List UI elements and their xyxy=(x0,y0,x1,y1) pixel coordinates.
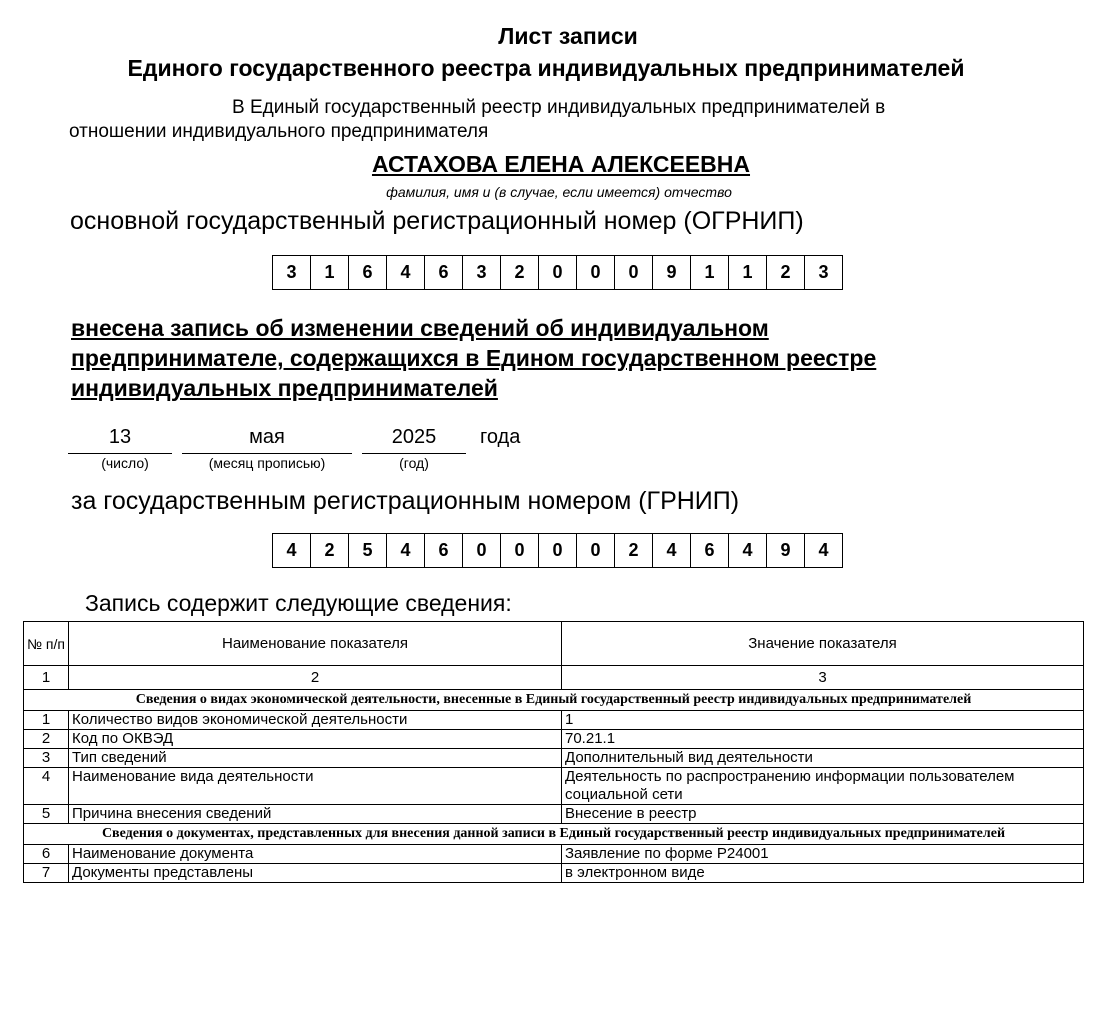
section-title-documents: Сведения о документах, представленных для внесения данной записи в Единый государственный реестр индивидуальных предпринимателей xyxy=(24,824,1084,845)
section-row xyxy=(24,824,1084,845)
ogrnip-digit: 3 xyxy=(463,256,501,290)
row-number: 4 xyxy=(24,768,69,805)
row-number: 1 xyxy=(24,711,69,730)
header-name: Наименование показателя xyxy=(69,622,562,666)
record-headline-line-2: предпринимателе, содержащихся в Едином государственном реестре xyxy=(71,345,877,371)
index-col-1: 1 xyxy=(24,666,69,690)
ogrnip-digit: 1 xyxy=(729,256,767,290)
table-header-row xyxy=(24,622,1084,666)
table-row xyxy=(24,730,1084,749)
ogrnip-digit: 1 xyxy=(691,256,729,290)
row-value: 1 xyxy=(562,711,1084,730)
ogrnip-cells xyxy=(272,255,843,290)
grnip-digit: 4 xyxy=(729,534,767,568)
date-year: 2025 xyxy=(391,426,437,448)
date-day-caption: (число) xyxy=(101,455,149,471)
index-col-3: 3 xyxy=(562,666,1084,690)
header-value: Значение показателя xyxy=(562,622,1084,666)
row-name: Причина внесения сведений xyxy=(69,805,562,824)
intro-line-1: В Единый государственный реестр индивидуальных предпринимателей в xyxy=(232,97,886,118)
ogrnip-digit: 3 xyxy=(273,256,311,290)
date-month-caption: (месяц прописью) xyxy=(208,455,326,471)
table-row xyxy=(24,768,1084,805)
row-name: Код по ОКВЭД xyxy=(69,730,562,749)
grnip-digit: 6 xyxy=(425,534,463,568)
section-title-activities: Сведения о видах экономической деятельности, внесенные в Единый государственный реестр индивидуальных предпринимателей xyxy=(24,690,1084,711)
row-value: 70.21.1 xyxy=(562,730,1084,749)
table-row xyxy=(24,845,1084,864)
ogrnip-digit: 2 xyxy=(767,256,805,290)
record-headline-line-3: индивидуальных предпринимателей xyxy=(71,375,498,401)
row-name: Тип сведений xyxy=(69,749,562,768)
row-value: в электронном виде xyxy=(562,864,1084,883)
row-name: Наименование документа xyxy=(69,845,562,864)
grnip-label: за государственным регистрационным номером (ГРНИП) xyxy=(71,487,740,515)
row-name: Наименование вида деятельности xyxy=(69,768,562,805)
date-day: 13 xyxy=(108,426,132,448)
ogrnip-digit: 6 xyxy=(349,256,387,290)
table-row xyxy=(24,711,1084,730)
row-value: Внесение в реестр xyxy=(562,805,1084,824)
document-subtitle: Единого государственного реестра индивидуальных предпринимателей xyxy=(127,55,965,81)
row-name: Количество видов экономической деятельности xyxy=(69,711,562,730)
grnip-digit: 4 xyxy=(387,534,425,568)
entrepreneur-name xyxy=(0,151,1110,178)
ogrnip-digit: 2 xyxy=(501,256,539,290)
row-name: Документы представлены xyxy=(69,864,562,883)
grnip-digit: 0 xyxy=(501,534,539,568)
row-number: 3 xyxy=(24,749,69,768)
ogrnip-digit: 1 xyxy=(311,256,349,290)
grnip-digit: 6 xyxy=(691,534,729,568)
header-number: № п/п xyxy=(24,622,69,666)
grnip-digit: 5 xyxy=(349,534,387,568)
entrepreneur-name-text: АСТАХОВА ЕЛЕНА АЛЕКСЕЕВНА xyxy=(371,151,751,177)
grnip-digit: 2 xyxy=(615,534,653,568)
ogrnip-digit: 6 xyxy=(425,256,463,290)
date-suffix: года xyxy=(480,426,521,448)
row-number: 7 xyxy=(24,864,69,883)
intro-line-2: отношении индивидуального предпринимателя xyxy=(69,121,489,142)
date-year-line xyxy=(362,453,466,454)
record-headline xyxy=(71,313,876,403)
row-number: 5 xyxy=(24,805,69,824)
ogrnip-label: основной государственный регистрационный номер (ОГРНИП) xyxy=(70,207,804,235)
section-row xyxy=(24,690,1084,711)
row-number: 2 xyxy=(24,730,69,749)
grnip-digit: 2 xyxy=(311,534,349,568)
date-month-line xyxy=(182,453,352,454)
date-year-caption: (год) xyxy=(399,455,429,471)
row-value: Заявление по форме Р24001 xyxy=(562,845,1084,864)
ogrnip-digit: 4 xyxy=(387,256,425,290)
record-contents-label: Запись содержит следующие сведения: xyxy=(85,590,512,616)
document-title: Лист записи xyxy=(498,23,638,49)
grnip-digit: 4 xyxy=(805,534,843,568)
grnip-digit: 4 xyxy=(273,534,311,568)
grnip-digit: 0 xyxy=(463,534,501,568)
record-details-table xyxy=(23,621,1084,883)
grnip-digit: 0 xyxy=(577,534,615,568)
date-day-line xyxy=(68,453,172,454)
grnip-digit: 9 xyxy=(767,534,805,568)
row-number: 6 xyxy=(24,845,69,864)
ogrnip-digit: 0 xyxy=(539,256,577,290)
table-row xyxy=(24,749,1084,768)
grnip-cells xyxy=(272,533,843,568)
ogrnip-digit: 9 xyxy=(653,256,691,290)
ogrnip-digit: 0 xyxy=(615,256,653,290)
table-row xyxy=(24,805,1084,824)
table-index-row xyxy=(24,666,1084,690)
index-col-2: 2 xyxy=(69,666,562,690)
table-row xyxy=(24,864,1084,883)
grnip-digit: 4 xyxy=(653,534,691,568)
row-value: Деятельность по распространению информации пользователем социальной сети xyxy=(562,768,1084,805)
ogrnip-digit: 3 xyxy=(805,256,843,290)
ogrnip-digit: 0 xyxy=(577,256,615,290)
name-caption xyxy=(0,184,1110,200)
record-headline-line-1: внесена запись об изменении сведений об индивидуальном xyxy=(71,315,769,341)
grnip-digit: 0 xyxy=(539,534,577,568)
name-caption-text: фамилия, имя и (в случае, если имеется) отчество xyxy=(386,184,732,200)
date-month: мая xyxy=(249,426,285,448)
row-value: Дополнительный вид деятельности xyxy=(562,749,1084,768)
